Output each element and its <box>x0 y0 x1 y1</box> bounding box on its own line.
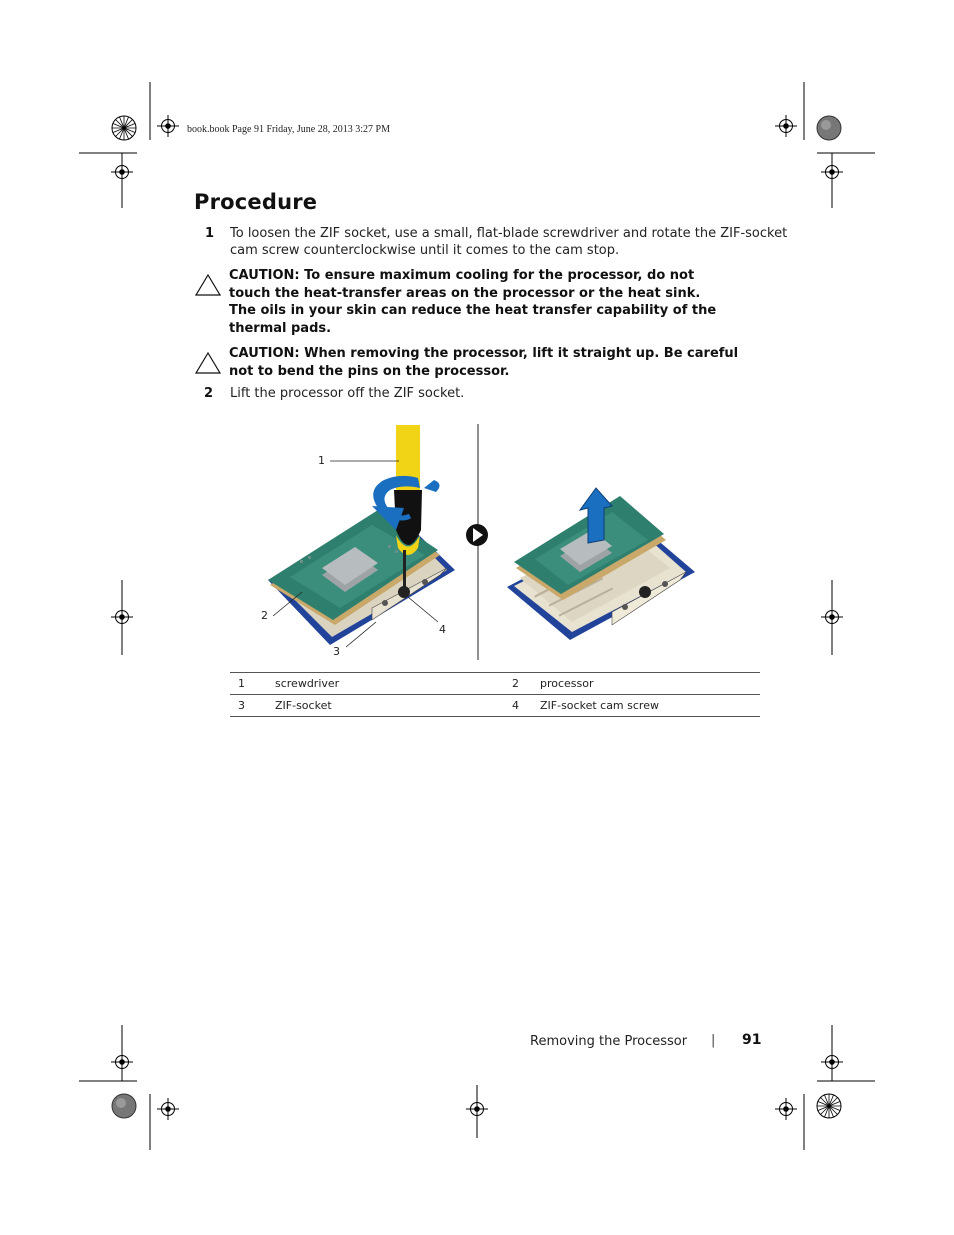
caution-icon <box>194 351 222 375</box>
legend-number: 3 <box>238 699 245 712</box>
legend-label: processor <box>540 677 594 690</box>
legend-number: 4 <box>512 699 519 712</box>
table-row <box>230 673 760 695</box>
footer-separator: | <box>711 1033 716 1048</box>
caution-1-line-2: touch the heat-transfer areas on the processor or the heat sink. <box>229 285 701 301</box>
step-2-number: 2 <box>204 386 214 401</box>
caution-1-line-3: The oils in your skin can reduce the heat transfer capability of the <box>229 303 717 318</box>
legend-number: 1 <box>238 677 245 690</box>
table-row <box>230 695 760 717</box>
caution-2-line-2: not to bend the pins on the processor. <box>229 363 510 379</box>
callout-1: 1 <box>318 454 325 467</box>
next-step-arrow-icon <box>466 524 488 546</box>
legend-label: ZIF-socket <box>275 699 332 712</box>
callout-3: 3 <box>333 645 340 658</box>
print-slug: book.book Page 91 Friday, June 28, 2013 3:27 PM <box>187 124 390 135</box>
processor-removal-illustration <box>240 420 720 665</box>
legend-label: screwdriver <box>275 677 340 690</box>
callout-2: 2 <box>261 609 268 622</box>
callout-legend-table <box>230 672 760 717</box>
step-2-text: Lift the processor off the ZIF socket. <box>230 386 465 401</box>
legend-number: 2 <box>512 677 519 690</box>
caution-icon <box>194 273 222 297</box>
footer-chapter-title: Removing the Processor <box>530 1034 688 1049</box>
callout-4: 4 <box>439 623 446 636</box>
section-heading: Procedure <box>194 190 318 214</box>
caution-1-line-4: thermal pads. <box>229 320 332 336</box>
caution-2-line-1: CAUTION: When removing the processor, lift it straight up. Be careful <box>229 346 739 361</box>
caution-1-line-1: CAUTION: To ensure maximum cooling for the processor, do not <box>229 268 695 283</box>
step-1-text <box>230 225 787 259</box>
legend-label: ZIF-socket cam screw <box>540 699 659 712</box>
caution-2 <box>229 345 738 380</box>
caution-1 <box>229 267 716 337</box>
step-1-line-2: cam screw counterclockwise until it comes to the cam stop. <box>230 243 620 258</box>
step-1-line-1: To loosen the ZIF socket, use a small, flat-blade screwdriver and rotate the ZIF-socket <box>230 226 788 241</box>
page-number: 91 <box>742 1032 762 1048</box>
step-1-number: 1 <box>205 226 215 241</box>
